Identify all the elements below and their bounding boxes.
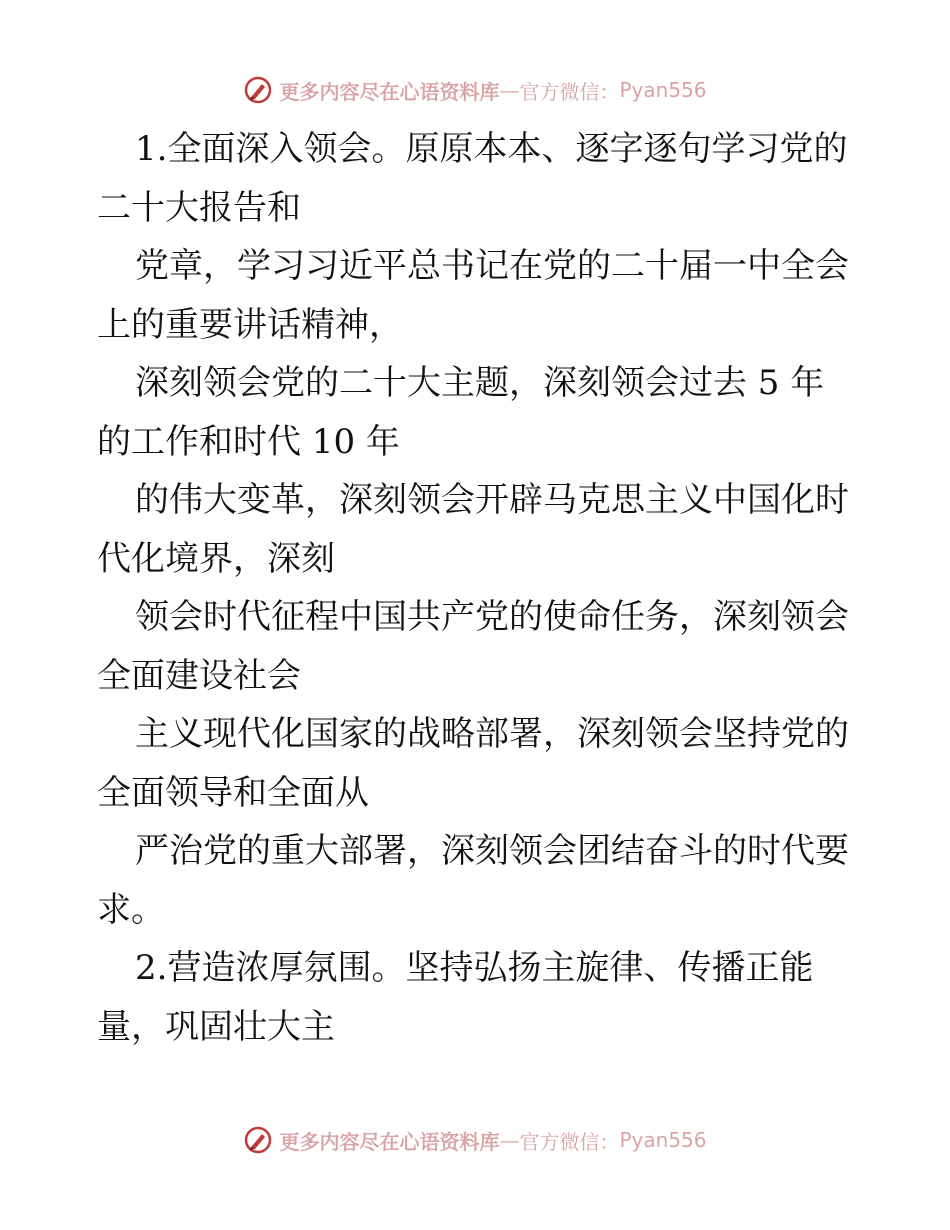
body-line: 二十大报告和 xyxy=(97,187,301,228)
body-line: 求。 xyxy=(97,889,165,930)
body-line: 的工作和时代 10 年 xyxy=(97,421,400,462)
watermark-wechat-label: 官方微信： xyxy=(519,79,620,104)
body-line: 2.营造浓厚氛围。坚持弘扬主旋律、传播正能 xyxy=(135,948,814,988)
watermark-site-name: 更多内容尽在心语资料库 xyxy=(279,79,500,104)
watermark-wechat-id: Pyan556 xyxy=(619,1128,707,1152)
pen-logo-icon xyxy=(243,1125,273,1155)
body-line: 深刻领会党的二十大主题，深刻领会过去 5 年 xyxy=(135,363,825,403)
body-line: 全面建设社会 xyxy=(97,655,301,696)
body-line: 量，巩固壮大主 xyxy=(97,1006,335,1047)
body-line: 1.全面深入领会。原原本本、逐字逐句学习党的 xyxy=(135,129,848,169)
watermark-separator: — xyxy=(499,78,520,102)
body-line: 上的重要讲话精神， xyxy=(97,304,403,345)
pen-logo-icon xyxy=(243,75,273,105)
body-line: 党章，学习习近平总书记在党的二十届一中全会 xyxy=(135,246,849,286)
footer-watermark xyxy=(0,1120,950,1160)
body-line: 的伟大变革，深刻领会开辟马克思主义中国化时 xyxy=(135,480,849,520)
body-line: 代化境界，深刻 xyxy=(97,538,335,579)
watermark-wechat-label: 官方微信： xyxy=(519,1129,620,1154)
watermark-site-name: 更多内容尽在心语资料库 xyxy=(279,1129,500,1154)
body-line: 领会时代征程中国共产党的使命任务，深刻领会 xyxy=(135,597,849,637)
watermark-separator: — xyxy=(499,1128,520,1152)
document-body xyxy=(97,120,857,1056)
body-line: 主义现代化国家的战略部署，深刻领会坚持党的 xyxy=(135,714,849,754)
watermark-wechat-id: Pyan556 xyxy=(619,78,707,102)
body-line: 全面领导和全面从 xyxy=(97,772,369,813)
header-watermark xyxy=(0,70,950,110)
body-line: 严治党的重大部署，深刻领会团结奋斗的时代要 xyxy=(135,831,849,871)
